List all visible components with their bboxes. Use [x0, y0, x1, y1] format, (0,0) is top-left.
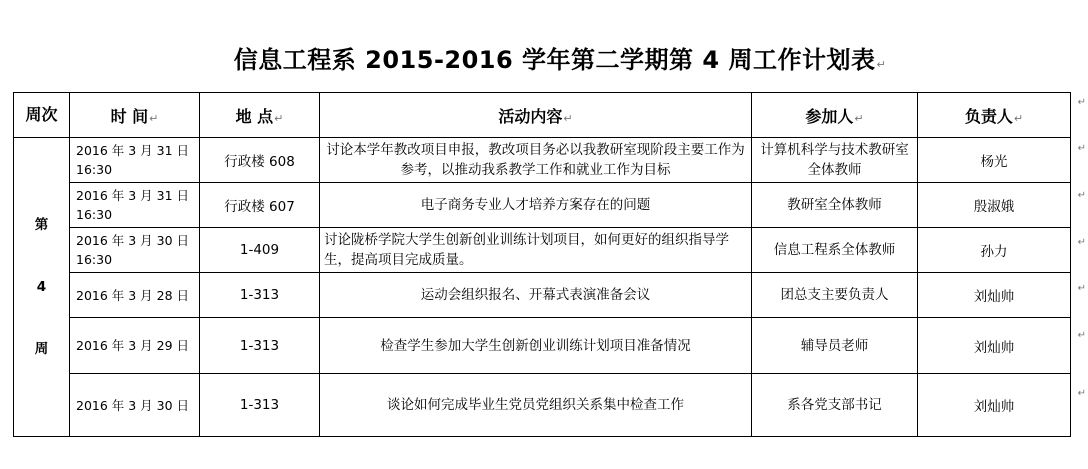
responsible-cell: 殷淑娥 — [918, 183, 1071, 228]
location-cell: 1-313 — [200, 374, 320, 437]
location-cell: 行政楼 608 — [200, 138, 320, 183]
week-label-line1: 第 — [34, 217, 49, 233]
header-location-label: 地 点 — [235, 106, 274, 126]
date-text: 2016 年 3 月 30 日 — [76, 397, 190, 413]
paragraph-mark-icon: ↵ — [1013, 111, 1024, 125]
participants-cell: 信息工程系全体教师 — [752, 228, 918, 273]
responsible-cell: 孙力 — [918, 228, 1071, 273]
location-cell: 1-313 — [200, 273, 320, 318]
time-cell — [70, 228, 200, 273]
header-participants-label: 参加人 — [805, 106, 854, 126]
content-cell: 检查学生参加大学生创新创业训练计划项目准备情况 — [320, 318, 752, 374]
week-number-cell — [14, 138, 70, 437]
content-cell: 讨论本学年教改项目申报，教改项目务必以我教研室现阶段主要工作为参考，以推动我系教学工作和就业工作为目标 — [320, 138, 752, 183]
time-text: 16:30 — [76, 162, 113, 177]
date-text: 2016 年 3 月 31 日 — [76, 188, 190, 203]
header-time-label: 时 间 — [110, 106, 149, 126]
page-title — [0, 40, 1088, 75]
row-end-mark-icon: ↵ — [1077, 330, 1086, 341]
location-cell: 1-313 — [200, 318, 320, 374]
header-week: 周次 — [14, 93, 70, 138]
table-row — [14, 138, 1071, 183]
row-end-mark-icon: ↵ — [1077, 237, 1086, 248]
date-text: 2016 年 3 月 29 日 — [76, 338, 190, 353]
participants-cell: 计算机科学与技术教研室全体教师 — [752, 138, 918, 183]
participants-cell: 团总支主要负责人 — [752, 273, 918, 318]
paragraph-mark-icon: ↵ — [854, 111, 864, 125]
responsible-cell: 刘灿帅 — [918, 318, 1071, 374]
time-cell — [70, 374, 200, 437]
header-responsible — [918, 93, 1071, 138]
paragraph-mark-icon: ↵ — [274, 111, 284, 125]
location-cell: 行政楼 607 — [200, 183, 320, 228]
header-time — [70, 93, 200, 138]
table-row — [14, 374, 1071, 437]
week-label-line2: 4 — [36, 279, 47, 295]
date-text: 2016 年 3 月 28 日 — [76, 287, 190, 303]
content-cell: 谈论如何完成毕业生党员党组织关系集中检查工作 — [320, 374, 752, 437]
table-row — [14, 318, 1071, 374]
title-text: 信息工程系 2015-2016 学年第二学期第 4 周工作计划表 — [233, 46, 876, 74]
content-cell: 运动会组织报名、开幕式表演准备会议 — [320, 273, 752, 318]
time-cell — [70, 183, 200, 228]
row-end-mark-icon: ↵ — [1077, 97, 1086, 108]
paragraph-mark-icon: ↵ — [876, 58, 887, 71]
time-cell — [70, 138, 200, 183]
time-cell — [70, 318, 200, 374]
table-row — [14, 183, 1071, 228]
table-row — [14, 273, 1071, 318]
row-end-mark-icon: ↵ — [1077, 190, 1086, 201]
week-label-line3: 周 — [34, 341, 49, 357]
responsible-cell: 刘灿帅 — [918, 374, 1071, 437]
row-end-mark-icon: ↵ — [1077, 388, 1086, 399]
table-header-row — [14, 93, 1071, 138]
time-text: 16:30 — [76, 252, 113, 267]
date-text: 2016 年 3 月 30 日 — [76, 233, 190, 248]
header-content — [320, 93, 752, 138]
time-text: 16:30 — [76, 207, 113, 222]
responsible-cell: 刘灿帅 — [918, 273, 1071, 318]
row-end-mark-icon: ↵ — [1077, 283, 1086, 294]
participants-cell: 辅导员老师 — [752, 318, 918, 374]
work-plan-table — [13, 92, 1071, 437]
date-text: 2016 年 3 月 31 日 — [76, 143, 190, 158]
participants-cell: 系各党支部书记 — [752, 374, 918, 437]
time-cell — [70, 273, 200, 318]
header-content-label: 活动内容 — [498, 106, 563, 126]
participants-cell: 教研室全体教师 — [752, 183, 918, 228]
content-cell: 电子商务专业人才培养方案存在的问题 — [320, 183, 752, 228]
paragraph-mark-icon: ↵ — [563, 111, 573, 125]
header-participants — [752, 93, 918, 138]
location-cell: 1-409 — [200, 228, 320, 273]
header-location — [200, 93, 320, 138]
header-responsible-label: 负责人 — [964, 106, 1013, 126]
responsible-cell: 杨光 — [918, 138, 1071, 183]
row-end-mark-icon: ↵ — [1077, 143, 1086, 154]
table-row — [14, 228, 1071, 273]
paragraph-mark-icon: ↵ — [149, 111, 159, 125]
content-cell: 讨论陇桥学院大学生创新创业训练计划项目，如何更好的组织指导学生，提高项目完成质量。 — [320, 228, 752, 273]
